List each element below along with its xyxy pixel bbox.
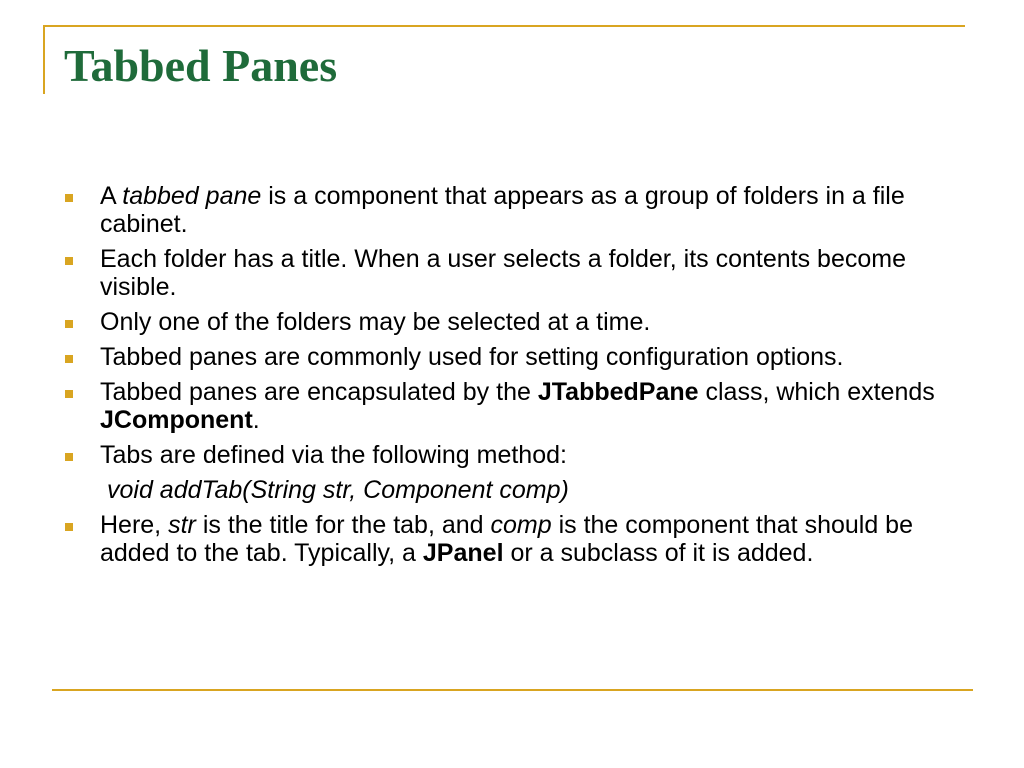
bullet-text: Only one of the folders may be selected at a time. [100, 308, 651, 336]
bullet-item [62, 343, 972, 371]
class-name-jcomponent: JComponent [100, 406, 253, 434]
slide-frame-bottom-rule [52, 689, 973, 691]
param-comp: comp [490, 511, 552, 539]
slide-body [62, 182, 972, 574]
bullet-text: is a component that appears as a group of folders in a file cabinet. [100, 182, 905, 238]
bullet-item [62, 308, 972, 336]
bullet-text: Tabbed panes are encapsulated by the [100, 378, 538, 406]
bullet-text: Here, [100, 511, 169, 539]
class-name-jtabbedpane: JTabbedPane [537, 378, 699, 406]
bullet-text: Each folder has a title. When a user selects a folder, its contents become visible. [100, 245, 906, 301]
square-bullet-icon [65, 453, 73, 461]
slide-title: Tabbed Panes [64, 40, 338, 91]
param-str: str [168, 511, 196, 539]
bullet-item [62, 182, 972, 238]
square-bullet-icon [65, 320, 73, 328]
bullet-text: A [100, 182, 123, 210]
square-bullet-icon [65, 194, 73, 202]
bullet-text: . [252, 406, 260, 434]
bullet-item [62, 511, 972, 567]
bullet-item [62, 441, 972, 469]
bullet-text: Tabs are defined via the following method: [100, 441, 567, 469]
square-bullet-icon [65, 355, 73, 363]
method-signature: void addTab(String str, Component comp) [107, 476, 569, 504]
bullet-text: Tabbed panes are commonly used for setting configuration options. [100, 343, 844, 371]
bullet-text: or a subclass of it is added. [503, 539, 814, 567]
slide-frame-top-rule [43, 25, 965, 27]
square-bullet-icon [65, 523, 73, 531]
square-bullet-icon [65, 257, 73, 265]
term-tabbed-pane: tabbed pane [122, 182, 262, 210]
class-name-jpanel: JPanel [422, 539, 504, 567]
bullet-text: class, which extends [698, 378, 935, 406]
slide-frame-vertical-rule [43, 25, 45, 94]
bullet-text: is the component that should be added to the tab. Typically, a [100, 511, 913, 567]
bullet-text: is the title for the tab, and [195, 511, 491, 539]
bullet-item [62, 378, 972, 434]
square-bullet-icon [65, 390, 73, 398]
bullet-item [62, 245, 972, 301]
